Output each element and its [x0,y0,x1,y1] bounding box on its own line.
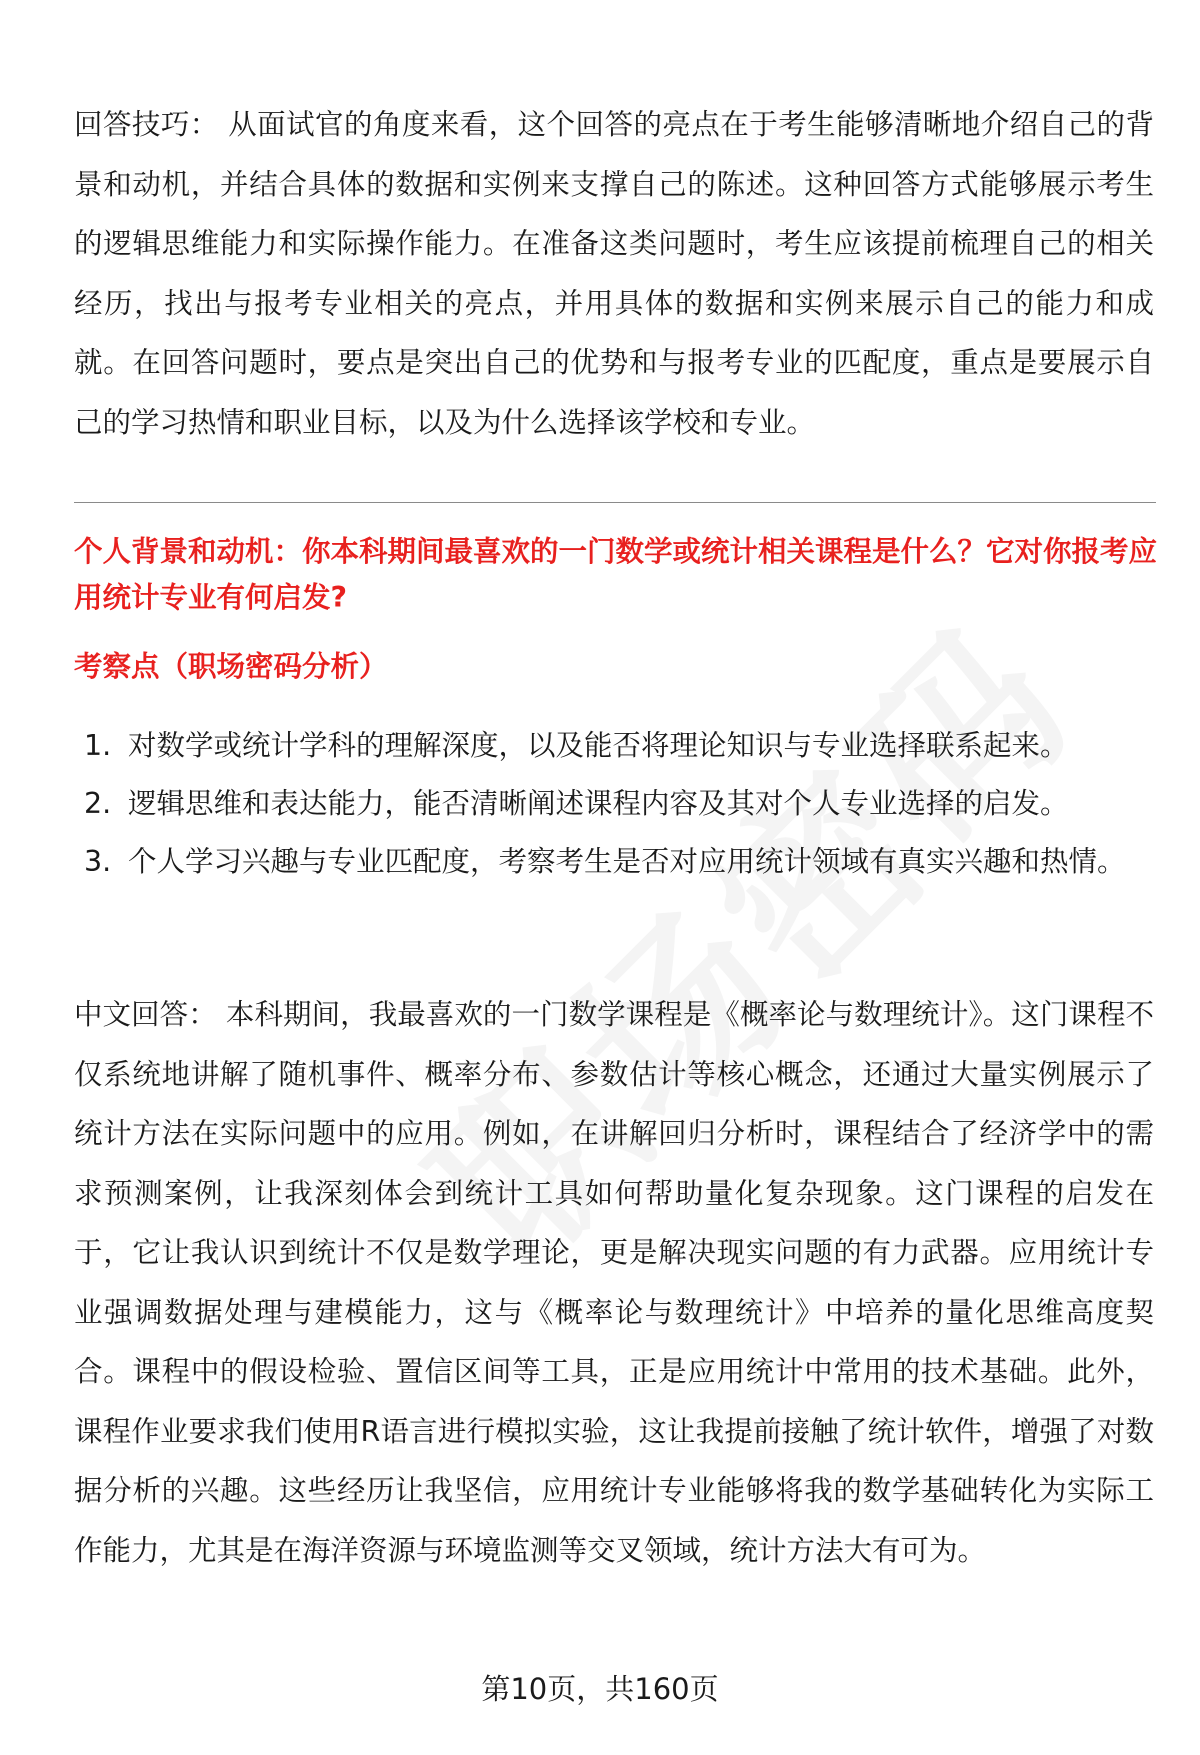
section-divider [74,502,1156,503]
list-item [74,717,1154,775]
list-item-number: 1. [84,729,112,762]
answer-paragraph: 中文回答： 本科期间，我最喜欢的一门数学课程是《概率论与数理统计》。这门课程不仅系统地讲解了随机事件、概率分布、参数估计等核心概念，还通过大量实例展示了统计方法在实际问题中的应用。例如，在讲解回归分析时，课程结合了经济学中的需求预测案例，让我深刻体会到统计工具如何帮助量化复杂现象。这门课程的启发在于，它让我认识到统计不仅是数学理论，更是解决现实问题的有力武器。应用统计专业强调数据处理与建模能力，这与《概率论与数理统计》中培养的量化思维高度契合。课程中的假设检验、置信区间等工具，正是应用统计中常用的技术基础。此外，课程作业要求我们使用R语言进行模拟实验，这让我提前接触了统计软件，增强了对数据分析的兴趣。这些经历让我坚信，应用统计专业能够将我的数学基础转化为实际工作能力，尤其是在海洋资源与环境监测等交叉领域，统计方法大有可为。 [74,998,1154,1567]
list-item-text: 逻辑思维和表达能力，能否清晰阐述课程内容及其对个人专业选择的启发。 [128,787,1069,820]
assessment-points-list [74,717,1154,891]
list-item-number: 2. [84,787,112,820]
intro-paragraph: 回答技巧： 从面试官的角度来看，这个回答的亮点在于考生能够清晰地介绍自己的背景和动机，并结合具体的数据和实例来支撑自己的陈述。这种回答方式能够展示考生的逻辑思维能力和实际操作能力。在准备这类问题时，考生应该提前梳理自己的相关经历，找出与报考专业相关的亮点，并用具体的数据和实例来展示自己的能力和成就。在回答问题时，要点是突出自己的优势和与报考专业的匹配度，重点是要展示自己的学习热情和职业目标，以及为什么选择该学校和专业。 [74,108,1154,439]
page-number: 第10页，共160页 [481,1672,719,1706]
list-item [74,833,1154,891]
list-item-number: 3. [84,845,112,878]
question-heading: 个人背景和动机：你本科期间最喜欢的一门数学或统计相关课程是什么？它对你报考应用统计专业有何启发? [74,535,1158,614]
list-item-text: 对数学或统计学科的理解深度，以及能否将理论知识与专业选择联系起来。 [128,729,1069,762]
list-item-text: 个人学习兴趣与专业匹配度，考察考生是否对应用统计领域有真实兴趣和热情。 [128,845,1126,878]
assessment-title: 考察点（职场密码分析） [74,650,388,683]
list-item [74,775,1154,833]
